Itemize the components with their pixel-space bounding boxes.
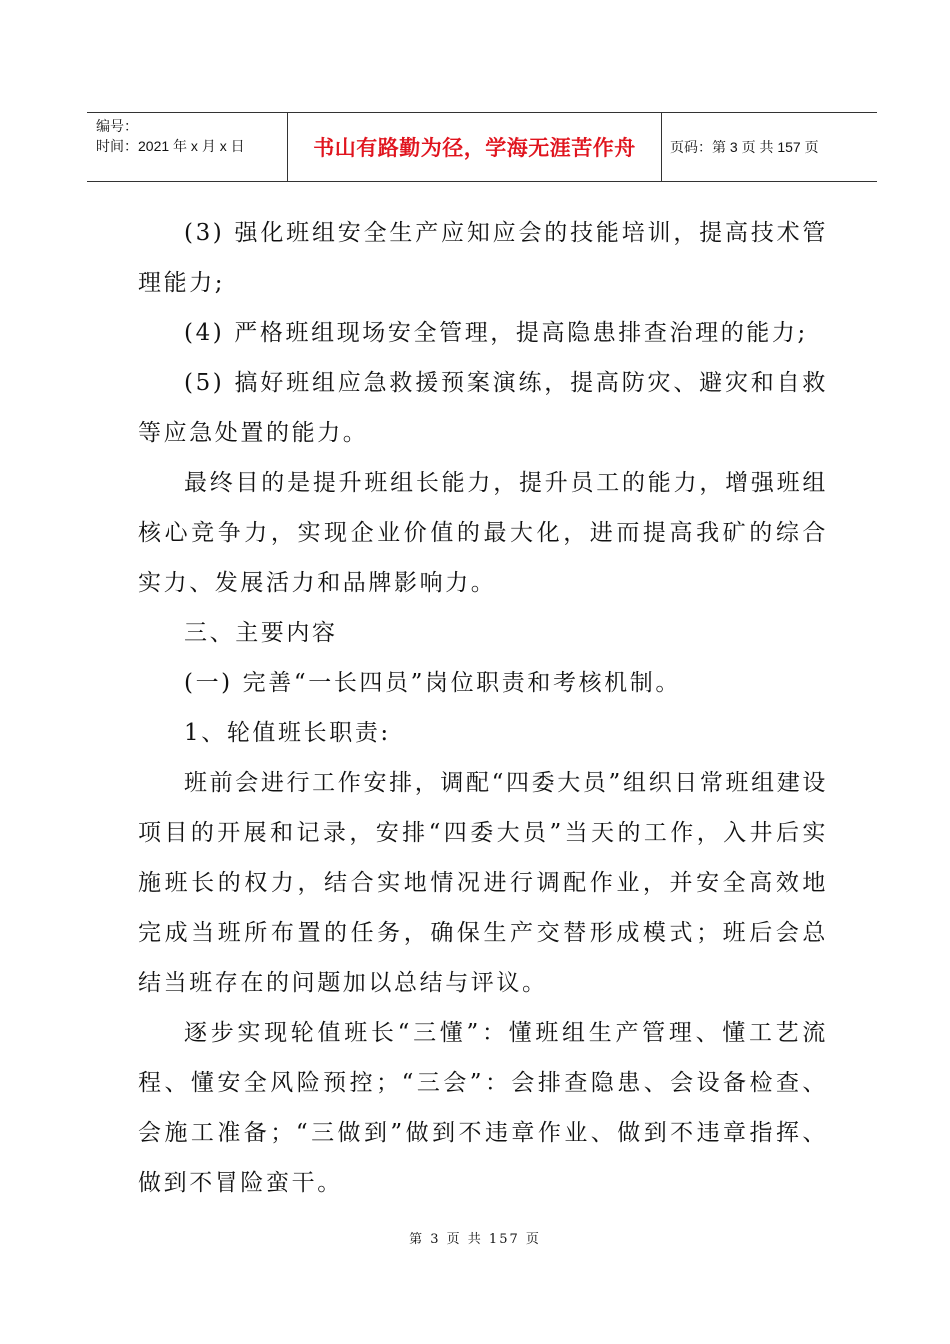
paragraph: 班前会进行工作安排，调配“四委大员”组织日常班组建设项目的开展和记录，安排“四委大员”当天的工作，入井后实施班长的权力，结合实地情况进行调配作业，并安全高效地完成当班所布置的任务，确保生产交替形成模式；班后会总结当班存在的问题加以总结与评议。 [138,770,828,996]
time-label: 时间：2021 年 x 月 x 日 [96,138,245,154]
subsection-heading: (一) 完善“一长四员”岗位职责和考核机制。 [184,670,681,696]
document-header [87,112,877,182]
item-heading: 1、轮值班长职责: [184,720,391,746]
paragraph: (5) 搞好班组应急救援预案演练，提高防灾、避灾和自救等应急处置的能力。 [138,370,828,446]
paragraph: 最终目的是提升班组长能力，提升员工的能力，增强班组核心竞争力，实现企业价值的最大化，进而提高我矿的综合实力、发展活力和品牌影响力。 [138,470,828,596]
motto-text: 书山有路勤为径，学海无涯苦作舟 [313,136,636,160]
page-footer: 第 3 页 共 157 页 [409,1232,541,1247]
page-code-text: 页码：第 3 页 共 157 页 [670,139,819,155]
header-motto-cell [288,113,662,181]
header-page-code [662,113,877,181]
header-meta [87,113,288,181]
section-heading: 三、主要内容 [184,620,338,646]
number-label: 编号： [96,118,138,134]
paragraph: (4) 严格班组现场安全管理，提高隐患排查治理的能力; [184,320,808,346]
paragraph: (3) 强化班组安全生产应知应会的技能培训，提高技术管理能力; [138,220,828,296]
document-body [138,208,828,1208]
paragraph: 逐步实现轮值班长“三懂”：懂班组生产管理、懂工艺流程、懂安全风险预控；“三会”：会排查隐患、会设备检查、会施工准备；“三做到”做到不违章作业、做到不违章指挥、做到不冒险蛮干。 [138,1020,828,1196]
